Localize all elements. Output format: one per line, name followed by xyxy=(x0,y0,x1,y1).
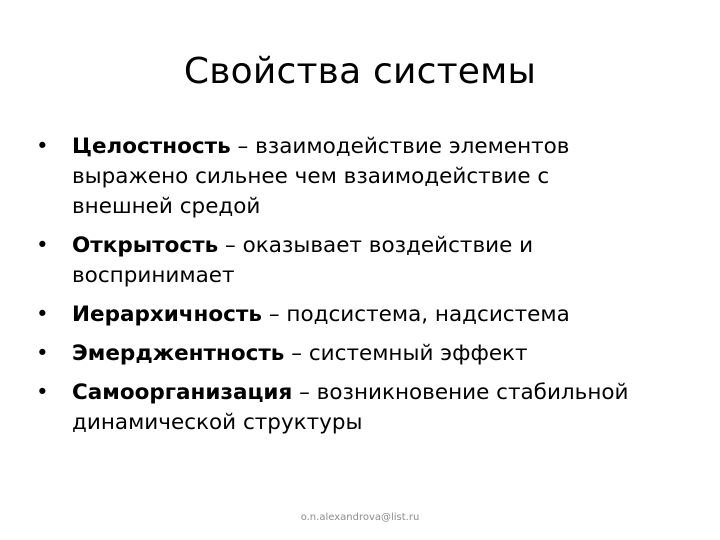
list-item xyxy=(36,378,636,438)
list-item xyxy=(36,132,636,222)
bullet-icon: • xyxy=(36,341,49,366)
list-item xyxy=(36,339,636,369)
term-label: Открытость xyxy=(72,233,219,258)
term-description: – оказывает воздействие и воспринимает xyxy=(72,233,534,288)
slide-title: Свойства системы xyxy=(183,51,537,92)
term-description: – взаимодействие элементов выражено сильнее чем взаимодействие с внешней средой xyxy=(72,134,570,219)
term-description: – подсистема, надсистема xyxy=(261,302,570,327)
footer-email: o.n.alexandrova@list.ru xyxy=(300,512,420,523)
term-description: – системный эффект xyxy=(284,341,528,366)
bullet-list xyxy=(36,132,636,447)
term-label: Эмерджентность xyxy=(72,341,285,366)
bullet-icon: • xyxy=(36,380,49,405)
bullet-icon: • xyxy=(36,233,49,258)
term-label: Иерархичность xyxy=(72,302,262,327)
term-description: – возникновение стабильной динамической структуры xyxy=(72,380,629,435)
bullet-icon: • xyxy=(36,134,49,159)
term-label: Самоорганизация xyxy=(72,380,293,405)
term-label: Целостность xyxy=(72,134,231,159)
list-item xyxy=(36,300,636,330)
list-item xyxy=(36,231,636,291)
bullet-icon: • xyxy=(36,302,49,327)
